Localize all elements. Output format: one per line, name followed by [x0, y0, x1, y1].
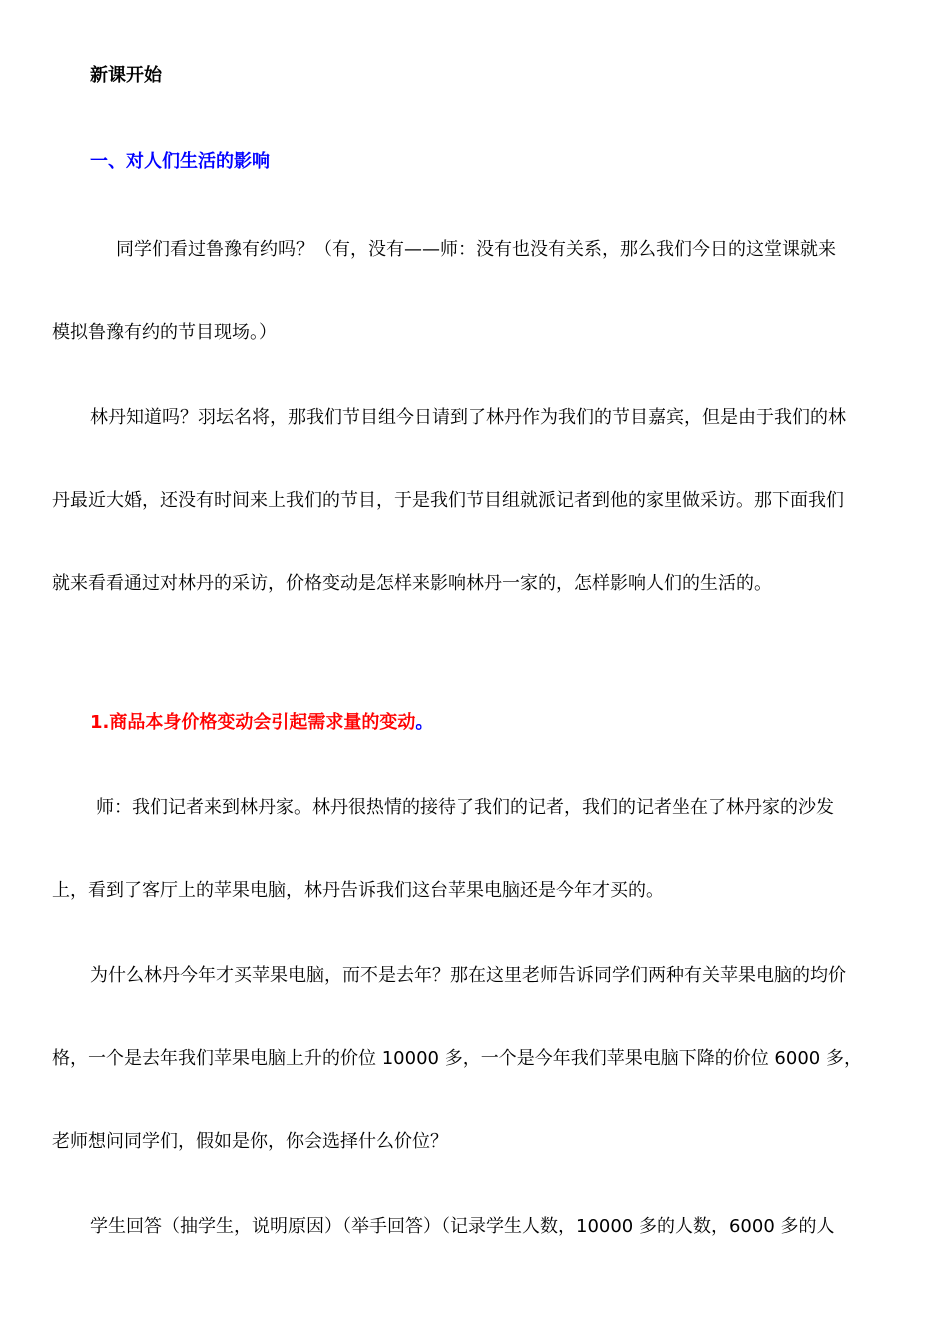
heading-1: 一、对人们生活的影响	[90, 151, 270, 172]
paragraph-2-line-3: 就来看看通过对林丹的采访，价格变动是怎样来影响林丹一家的，怎样影响人们的生活的。	[52, 573, 772, 594]
subheading-1	[90, 711, 433, 735]
paragraph-1-line-2: 模拟鲁豫有约的节目现场。）	[52, 322, 277, 343]
subheading-1-text: 1.商品本身价格变动会引起需求量的变动	[90, 712, 416, 733]
paragraph-3-line-2: 上，看到了客厅上的苹果电脑，林丹告诉我们这台苹果电脑还是今年才买的。	[52, 880, 664, 901]
paragraph-5-line-1: 学生回答（抽学生，说明原因）（举手回答）（记录学生人数，10000 多的人数，6000 多的人	[90, 1216, 835, 1237]
section-intro: 新课开始	[90, 65, 162, 86]
paragraph-1-line-1: 同学们看过鲁豫有约吗？（有，没有——师：没有也没有关系，那么我们今日的这堂课就来	[116, 239, 836, 260]
paragraph-2-line-2: 丹最近大婚，还没有时间来上我们的节目，于是我们节目组就派记者到他的家里做采访。那下面我们	[52, 490, 844, 511]
subheading-1-punct: 。	[415, 712, 434, 733]
paragraph-4-line-1: 为什么林丹今年才买苹果电脑，而不是去年？那在这里老师告诉同学们两种有关苹果电脑的均价	[90, 965, 846, 986]
paragraph-4-line-3: 老师想问同学们，假如是你，你会选择什么价位？	[52, 1131, 448, 1152]
paragraph-2-line-1: 林丹知道吗？羽坛名将，那我们节目组今日请到了林丹作为我们的节目嘉宾，但是由于我们的林	[90, 407, 846, 428]
paragraph-3-line-1: 师：我们记者来到林丹家。林丹很热情的接待了我们的记者，我们的记者坐在了林丹家的沙发	[96, 797, 834, 818]
paragraph-4-line-2: 格，一个是去年我们苹果电脑上升的价位 10000 多，一个是今年我们苹果电脑下降的价位 6000 多，	[52, 1048, 862, 1069]
